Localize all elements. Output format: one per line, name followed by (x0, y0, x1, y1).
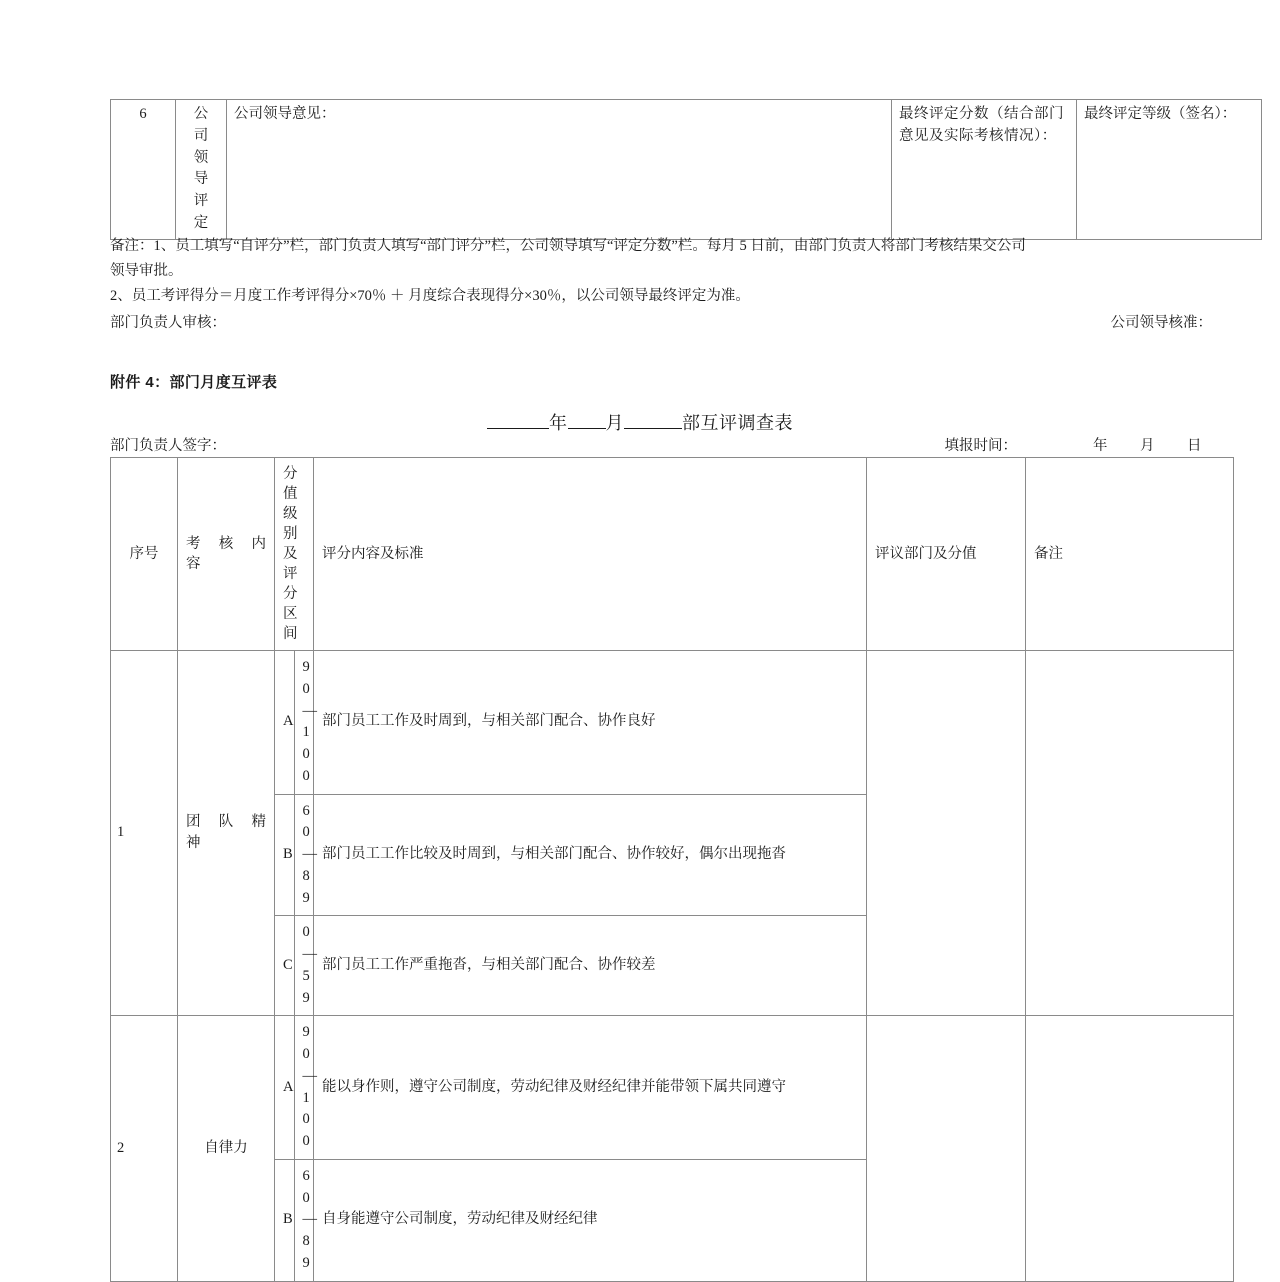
row-2-level-2-range: 60—89 (294, 1159, 314, 1281)
row-2-item: 自律力 (178, 1016, 275, 1281)
title-month-unit: 月 (605, 413, 624, 433)
row-1-level-3-range: 0—59 (294, 916, 314, 1016)
filing-time-group (945, 434, 1235, 455)
remarks-block (110, 234, 1212, 336)
signature-row (110, 311, 1212, 336)
table-row (111, 651, 1234, 795)
row-1-item (178, 651, 275, 1016)
header-grade-line1: 分值级别 (283, 466, 298, 542)
dept-blank[interactable] (624, 428, 682, 429)
table-header-row (111, 458, 1234, 651)
row-1-item-line2: 神 (186, 835, 201, 852)
row-2-level-2-grade: B (275, 1159, 295, 1281)
filing-month-unit: 月 (1140, 438, 1155, 454)
year-blank[interactable] (487, 428, 549, 429)
row-2-no: 2 (111, 1016, 178, 1281)
filing-year-unit: 年 (1093, 438, 1108, 454)
dept-head-signature-label: 部门负责人签字： (110, 438, 226, 454)
leader-evaluation-table (110, 99, 1262, 240)
row-1-level-1-grade: A (275, 651, 295, 795)
vertical-char-1: 公 (193, 106, 209, 122)
final-score-cell[interactable]: 最终评定分数（结合部门意见及实际考核情况）： (892, 100, 1077, 240)
dept-head-review-label: 部门负责人审核： (110, 314, 226, 331)
filing-day-unit: 日 (1187, 438, 1202, 454)
row-2-level-1-standard: 能以身作则，遵守公司制度，劳动纪律及财经纪律并能带领下属共同遵守 (314, 1016, 867, 1160)
row-1-no: 1 (111, 651, 178, 1016)
row-2-note[interactable] (1026, 1016, 1234, 1281)
header-note: 备注 (1026, 458, 1234, 651)
attachment-heading: 附件 4：部门月度互评表 (110, 374, 278, 391)
row-1-level-2-range: 60—89 (294, 794, 314, 916)
vertical-char-4: 导 (193, 171, 209, 188)
row-2-dept-score[interactable] (867, 1016, 1026, 1281)
header-no: 序号 (111, 458, 178, 651)
vertical-char-2: 司 (193, 127, 209, 144)
row-2-level-2-standard: 自身能遵守公司制度，劳动纪律及财经纪律 (314, 1159, 867, 1281)
table-row (111, 100, 1262, 240)
remark-line-2: 领导审批。 (110, 262, 183, 279)
row-1-dept-score[interactable] (867, 651, 1026, 1016)
row-1-level-3-standard: 部门员工工作严重拖沓，与相关部门配合、协作较差 (314, 916, 867, 1016)
title-tail: 部互评调查表 (682, 413, 793, 433)
filing-time-ymd (1093, 434, 1234, 455)
header-grade-range (275, 458, 314, 651)
header-standard: 评分内容及标准 (314, 458, 867, 651)
header-item-line1: 考核内 (186, 536, 266, 552)
row-1-note[interactable] (1026, 651, 1234, 1016)
filing-time-label: 填报时间： (944, 438, 1017, 454)
form-meta-row (110, 434, 1234, 455)
table-row (111, 1016, 1234, 1160)
row-1-level-2-standard: 部门员工工作比较及时周到，与相关部门配合、协作较好，偶尔出现拖沓 (314, 794, 867, 916)
header-item (178, 458, 275, 651)
row-2-level-1-grade: A (275, 1016, 295, 1160)
row-1-level-1-standard: 部门员工工作及时周到，与相关部门配合、协作良好 (314, 651, 867, 795)
vertical-section-label (176, 100, 227, 240)
vertical-char-6: 定 (193, 214, 209, 231)
vertical-char-3: 领 (193, 149, 209, 166)
title-year-unit: 年 (549, 413, 568, 433)
row-1-level-2-grade: B (275, 794, 295, 916)
page-title (0, 409, 1280, 435)
header-grade-line2: 及评分区间 (283, 546, 298, 642)
remark-line-1: 备注：1、员工填写“自评分”栏，部门负责人填写“部门评分”栏，公司领导填写“评定分数”栏。每月 5 日前，由部门负责人将部门考核结果交公司 (110, 238, 1026, 254)
header-dept-score: 评议部门及分值 (867, 458, 1026, 651)
final-grade-cell[interactable]: 最终评定等级（签名）： (1077, 100, 1262, 240)
vertical-char-5: 评 (193, 193, 209, 209)
leader-opinion-cell[interactable]: 公司领导意见： (227, 100, 892, 240)
row-1-item-line1: 团队精 (186, 814, 266, 831)
row-number-cell: 6 (111, 100, 176, 240)
row-2-level-1-range: 90—100 (294, 1016, 314, 1160)
header-item-line2: 容 (186, 556, 201, 572)
remark-line-3: 2、员工考评得分＝月度工作考评得分×70％ ＋ 月度综合表现得分×30％，以公司领导最终评定为准。 (110, 287, 750, 304)
row-1-level-3-grade: C (275, 916, 295, 1016)
month-blank[interactable] (568, 428, 606, 429)
row-1-level-1-range: 90—100 (294, 651, 314, 795)
company-leader-approve-label: 公司领导核准： (1110, 314, 1212, 331)
department-mutual-evaluation-table (110, 457, 1234, 1282)
